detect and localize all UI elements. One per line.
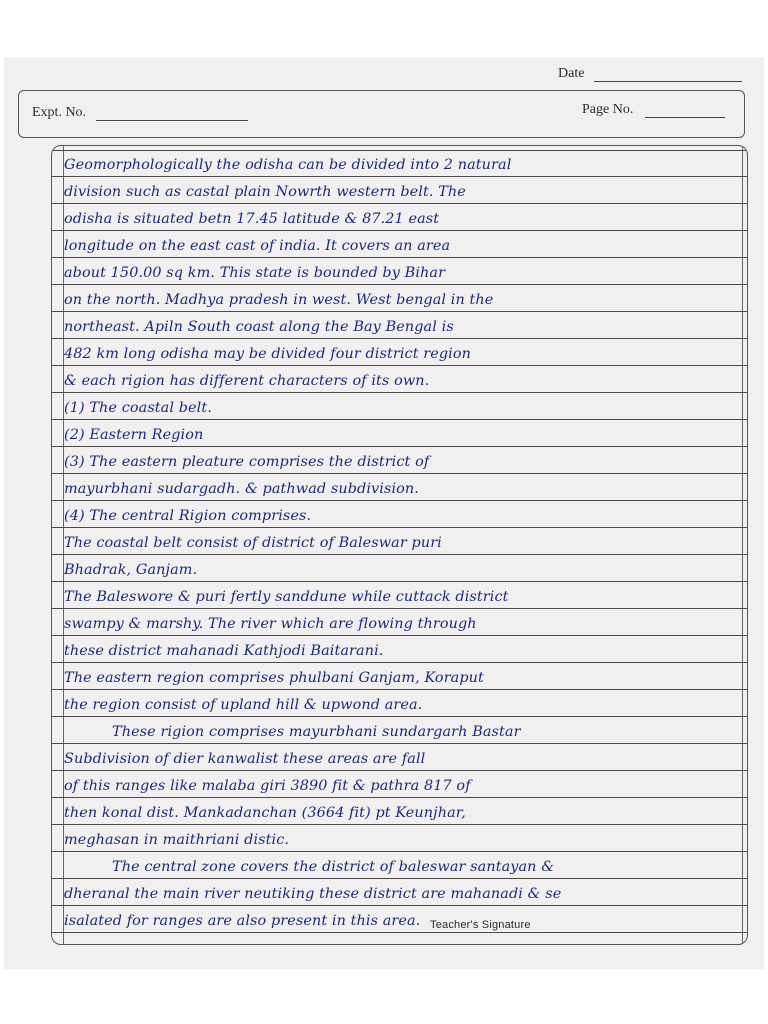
ruled-line xyxy=(52,366,747,393)
handwritten-line: These rigion comprises mayurbhani sundargarh Bastar xyxy=(112,724,521,740)
handwritten-line: swampy & marshy. The river which are flowing through xyxy=(64,616,477,632)
ruled-line xyxy=(52,204,747,231)
handwritten-line: 482 km long odisha may be divided four district region xyxy=(64,346,472,362)
date-label: Date xyxy=(558,66,585,81)
handwritten-line: dheranal the main river neutiking these district are mahanadi & se xyxy=(64,886,562,902)
handwritten-line: about 150.00 sq km. This state is bounded by Bihar xyxy=(64,265,446,281)
ruled-line xyxy=(52,906,747,933)
ruled-line xyxy=(52,663,747,690)
handwritten-line: of this ranges like malaba giri 3890 fit & pathra 817 of xyxy=(64,778,471,794)
page-no-label: Page No. xyxy=(582,102,634,117)
handwritten-line: northeast. Apiln South coast along the Bay Bengal is xyxy=(64,319,454,335)
ruled-line xyxy=(52,312,747,339)
handwritten-line: the region consist of upland hill & upwond area. xyxy=(64,697,423,713)
expt-no-label: Expt. No. xyxy=(32,105,87,120)
ruled-line xyxy=(52,177,747,204)
handwritten-line: The coastal belt consist of district of Baleswar puri xyxy=(64,535,442,551)
ruled-line xyxy=(52,798,747,825)
ruled-line xyxy=(52,825,747,852)
handwritten-line: on the north. Madhya pradesh in west. West bengal in the xyxy=(64,292,494,308)
handwritten-line: mayurbhani sudargadh. & pathwad subdivision. xyxy=(64,481,419,497)
expt-no-line xyxy=(96,120,248,121)
page-no-line xyxy=(645,117,725,118)
handwritten-line: Geomorphologically the odisha can be divided into 2 natural xyxy=(64,157,512,173)
handwritten-line: isalated for ranges are also present in this area. xyxy=(64,913,421,929)
ruled-line xyxy=(52,744,747,771)
writing-area xyxy=(51,145,748,945)
handwritten-line: (4) The central Rigion comprises. xyxy=(64,508,312,524)
teacher-signature-label: Teacher's Signature xyxy=(430,919,531,931)
ruled-line xyxy=(52,555,747,582)
ruled-line xyxy=(52,717,747,744)
ruled-line xyxy=(52,258,747,285)
handwritten-line: Subdivision of dier kanwalist these areas are fall xyxy=(64,751,426,767)
ruled-line xyxy=(52,393,747,420)
ruled-line xyxy=(52,339,747,366)
ruled-line xyxy=(52,474,747,501)
ruled-line xyxy=(52,636,747,663)
handwritten-line: The central zone covers the district of baleswar santayan & xyxy=(112,859,555,875)
handwritten-line: division such as castal plain Nowrth western belt. The xyxy=(64,184,466,200)
handwritten-line: & each rigion has different characters of its own. xyxy=(64,373,430,389)
ruled-line xyxy=(52,285,747,312)
ruled-line xyxy=(52,231,747,258)
header-box xyxy=(18,90,745,138)
ruled-lines xyxy=(52,150,747,933)
signature-line xyxy=(548,932,743,933)
handwritten-line: (1) The coastal belt. xyxy=(64,400,212,416)
ruled-line xyxy=(52,771,747,798)
handwritten-line: then konal dist. Mankadanchan (3664 fit) pt Keunjhar, xyxy=(64,805,466,821)
ruled-line xyxy=(52,582,747,609)
ruled-line xyxy=(52,879,747,906)
ruled-line xyxy=(52,852,747,879)
ruled-line xyxy=(52,690,747,717)
ruled-line xyxy=(52,150,747,177)
handwritten-line: longitude on the east cast of india. It covers an area xyxy=(64,238,451,254)
ruled-line xyxy=(52,501,747,528)
handwritten-line: The Baleswore & puri fertly sanddune while cuttack district xyxy=(64,589,509,605)
handwritten-line: The eastern region comprises phulbani Ganjam, Koraput xyxy=(64,670,484,686)
handwritten-line: (3) The eastern pleature comprises the district of xyxy=(64,454,430,470)
handwritten-line: Bhadrak, Ganjam. xyxy=(64,562,198,578)
ruled-line xyxy=(52,420,747,447)
ruled-line xyxy=(52,528,747,555)
date-line xyxy=(594,81,742,82)
ruled-line xyxy=(52,609,747,636)
handwritten-line: these district mahanadi Kathjodi Baitarani. xyxy=(64,643,384,659)
ruled-line xyxy=(52,447,747,474)
handwritten-line: (2) Eastern Region xyxy=(64,427,204,443)
handwritten-line: odisha is situated betn 17.45 latitude & 87.21 east xyxy=(64,211,440,227)
handwritten-line: meghasan in maithriani distic. xyxy=(64,832,290,848)
